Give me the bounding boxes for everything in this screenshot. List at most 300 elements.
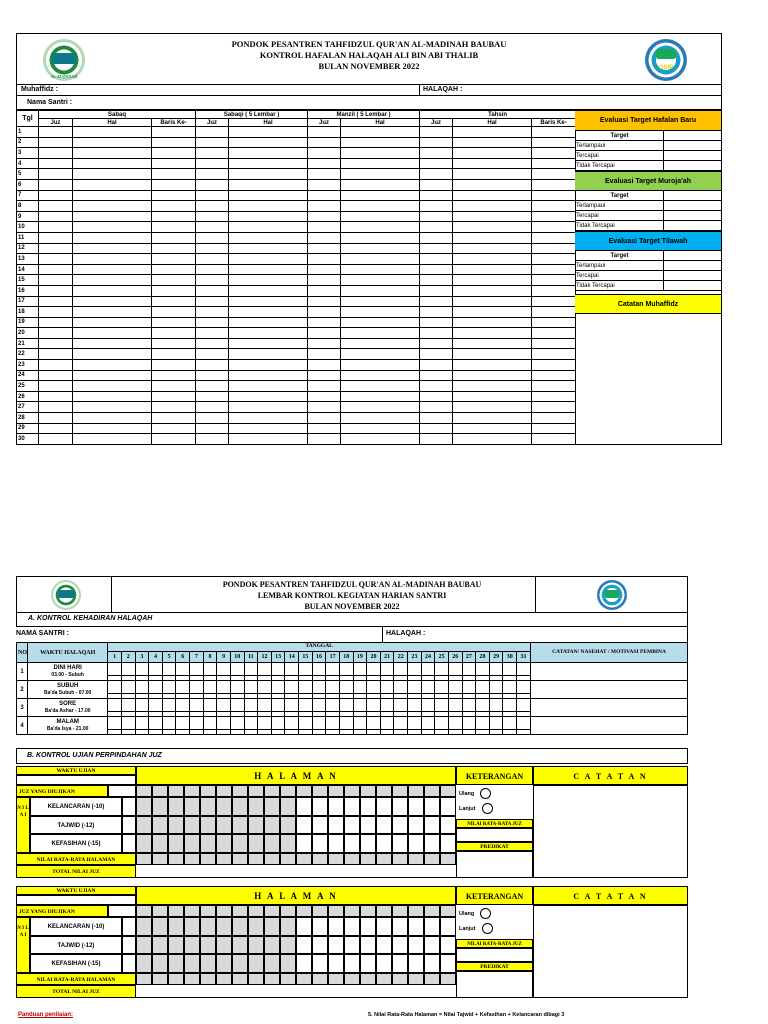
entry-cell[interactable]: [152, 423, 196, 434]
halaman-cell[interactable]: [344, 973, 360, 985]
entry-cell[interactable]: [453, 338, 532, 349]
halaman-cell[interactable]: [168, 954, 184, 973]
halaman-cell[interactable]: [152, 973, 168, 985]
halaman-cell[interactable]: [376, 797, 392, 816]
predikat-input[interactable]: [456, 851, 533, 878]
entry-cell[interactable]: [73, 307, 152, 318]
halaman-cell[interactable]: [328, 973, 344, 985]
entry-cell[interactable]: [341, 317, 420, 328]
entry-cell[interactable]: [196, 190, 229, 201]
entry-cell[interactable]: [196, 296, 229, 307]
halaman-cell[interactable]: [168, 917, 184, 936]
entry-cell[interactable]: [532, 338, 576, 349]
halaman-cell[interactable]: [312, 954, 328, 973]
entry-cell[interactable]: [341, 349, 420, 360]
attendance-cell[interactable]: [135, 681, 149, 699]
entry-cell[interactable]: [152, 413, 196, 424]
halaman-cell[interactable]: [136, 954, 152, 973]
halaman-cell[interactable]: [440, 816, 456, 835]
attendance-cell[interactable]: [476, 699, 490, 717]
entry-cell[interactable]: [420, 307, 453, 318]
entry-cell[interactable]: [39, 317, 73, 328]
halaman-cell[interactable]: [392, 973, 408, 985]
eval-value-cell[interactable]: [664, 161, 721, 170]
halaman-cell[interactable]: [280, 905, 296, 917]
entry-cell[interactable]: [73, 137, 152, 148]
halaman-cell[interactable]: [216, 816, 232, 835]
entry-cell[interactable]: [453, 328, 532, 339]
entry-cell[interactable]: [453, 264, 532, 275]
entry-cell[interactable]: [39, 264, 73, 275]
entry-cell[interactable]: [73, 148, 152, 159]
halaman-cell[interactable]: [184, 905, 200, 917]
score-input[interactable]: [122, 917, 136, 936]
halaman-cell[interactable]: [440, 834, 456, 853]
entry-cell[interactable]: [453, 296, 532, 307]
entry-cell[interactable]: [196, 179, 229, 190]
attendance-cell[interactable]: [517, 717, 531, 735]
entry-cell[interactable]: [229, 190, 308, 201]
eval-value-cell[interactable]: [664, 261, 721, 270]
halaman-cell[interactable]: [264, 936, 280, 955]
entry-cell[interactable]: [308, 190, 341, 201]
halaman-cell[interactable]: [264, 816, 280, 835]
entry-cell[interactable]: [73, 243, 152, 254]
attendance-cell[interactable]: [448, 681, 462, 699]
entry-cell[interactable]: [420, 127, 453, 138]
attendance-cell[interactable]: [299, 681, 313, 699]
attendance-cell[interactable]: [476, 717, 490, 735]
attendance-cell[interactable]: [312, 681, 326, 699]
attendance-cell[interactable]: [230, 681, 244, 699]
entry-cell[interactable]: [532, 169, 576, 180]
entry-cell[interactable]: [453, 222, 532, 233]
entry-cell[interactable]: [532, 381, 576, 392]
attendance-cell[interactable]: [353, 681, 367, 699]
entry-cell[interactable]: [196, 307, 229, 318]
attendance-cell[interactable]: [339, 717, 353, 735]
entry-cell[interactable]: [229, 391, 308, 402]
halaman-cell[interactable]: [328, 905, 344, 917]
halaman-cell[interactable]: [424, 816, 440, 835]
halaman-cell[interactable]: [136, 834, 152, 853]
halaman-cell[interactable]: [136, 917, 152, 936]
halaman-cell[interactable]: [328, 936, 344, 955]
entry-cell[interactable]: [152, 296, 196, 307]
entry-cell[interactable]: [308, 381, 341, 392]
entry-cell[interactable]: [39, 391, 73, 402]
entry-cell[interactable]: [196, 317, 229, 328]
entry-cell[interactable]: [308, 360, 341, 371]
halaman-cell[interactable]: [360, 954, 376, 973]
attendance-cell[interactable]: [176, 699, 190, 717]
entry-cell[interactable]: [229, 179, 308, 190]
entry-cell[interactable]: [532, 179, 576, 190]
entry-cell[interactable]: [196, 402, 229, 413]
attendance-cell[interactable]: [135, 699, 149, 717]
halaman-cell[interactable]: [152, 797, 168, 816]
halaman-cell[interactable]: [376, 816, 392, 835]
entry-cell[interactable]: [229, 370, 308, 381]
entry-cell[interactable]: [152, 285, 196, 296]
attendance-cell[interactable]: [367, 717, 381, 735]
attendance-cell[interactable]: [503, 699, 517, 717]
attendance-cell[interactable]: [121, 681, 135, 699]
pembina-note-cell[interactable]: [531, 663, 688, 681]
eval-value-cell[interactable]: [664, 141, 721, 150]
attendance-cell[interactable]: [149, 681, 163, 699]
attendance-cell[interactable]: [448, 717, 462, 735]
waktu-ujian-input[interactable]: [16, 895, 136, 905]
juz-diujikan-input[interactable]: [108, 905, 136, 917]
attendance-cell[interactable]: [448, 699, 462, 717]
entry-cell[interactable]: [420, 148, 453, 159]
entry-cell[interactable]: [152, 222, 196, 233]
halaman-cell[interactable]: [296, 853, 312, 865]
halaman-cell[interactable]: [136, 905, 152, 917]
entry-cell[interactable]: [420, 275, 453, 286]
halaman-cell[interactable]: [424, 936, 440, 955]
entry-cell[interactable]: [420, 232, 453, 243]
attendance-cell[interactable]: [421, 717, 435, 735]
halaman-cell[interactable]: [168, 905, 184, 917]
halaman-cell[interactable]: [392, 917, 408, 936]
entry-cell[interactable]: [73, 317, 152, 328]
attendance-cell[interactable]: [517, 699, 531, 717]
entry-cell[interactable]: [39, 254, 73, 265]
attendance-cell[interactable]: [299, 699, 313, 717]
entry-cell[interactable]: [152, 137, 196, 148]
entry-cell[interactable]: [453, 179, 532, 190]
halaman-cell[interactable]: [168, 973, 184, 985]
entry-cell[interactable]: [420, 349, 453, 360]
halaman-cell[interactable]: [200, 905, 216, 917]
attendance-cell[interactable]: [394, 681, 408, 699]
entry-cell[interactable]: [341, 391, 420, 402]
score-input[interactable]: [122, 834, 136, 853]
entry-cell[interactable]: [39, 232, 73, 243]
attendance-cell[interactable]: [285, 717, 299, 735]
halaman-cell[interactable]: [232, 973, 248, 985]
entry-cell[interactable]: [152, 158, 196, 169]
entry-cell[interactable]: [308, 169, 341, 180]
entry-cell[interactable]: [308, 243, 341, 254]
attendance-cell[interactable]: [367, 699, 381, 717]
entry-cell[interactable]: [39, 307, 73, 318]
entry-cell[interactable]: [453, 370, 532, 381]
entry-cell[interactable]: [196, 264, 229, 275]
eval-value-cell[interactable]: [664, 131, 721, 140]
halaman-cell[interactable]: [216, 973, 232, 985]
entry-cell[interactable]: [196, 423, 229, 434]
entry-cell[interactable]: [341, 232, 420, 243]
attendance-cell[interactable]: [326, 699, 340, 717]
entry-cell[interactable]: [229, 264, 308, 275]
halaman-cell[interactable]: [184, 797, 200, 816]
halaman-cell[interactable]: [232, 816, 248, 835]
attendance-cell[interactable]: [203, 699, 217, 717]
halaman-cell[interactable]: [264, 905, 280, 917]
eval-value-cell[interactable]: [664, 271, 721, 280]
attendance-cell[interactable]: [353, 717, 367, 735]
entry-cell[interactable]: [73, 370, 152, 381]
halaman-cell[interactable]: [392, 834, 408, 853]
attendance-cell[interactable]: [326, 663, 340, 681]
entry-cell[interactable]: [229, 434, 308, 445]
entry-cell[interactable]: [341, 296, 420, 307]
halaman-cell[interactable]: [424, 905, 440, 917]
halaman-cell[interactable]: [440, 797, 456, 816]
entry-cell[interactable]: [453, 413, 532, 424]
halaman-cell[interactable]: [424, 973, 440, 985]
entry-cell[interactable]: [453, 211, 532, 222]
entry-cell[interactable]: [229, 285, 308, 296]
entry-cell[interactable]: [73, 338, 152, 349]
entry-cell[interactable]: [341, 381, 420, 392]
entry-cell[interactable]: [73, 264, 152, 275]
halaman-cell[interactable]: [184, 954, 200, 973]
halaman-cell[interactable]: [280, 936, 296, 955]
attendance-cell[interactable]: [271, 681, 285, 699]
entry-cell[interactable]: [73, 402, 152, 413]
entry-cell[interactable]: [73, 285, 152, 296]
entry-cell[interactable]: [73, 275, 152, 286]
attendance-cell[interactable]: [217, 663, 231, 681]
entry-cell[interactable]: [532, 201, 576, 212]
entry-cell[interactable]: [39, 360, 73, 371]
entry-cell[interactable]: [308, 391, 341, 402]
entry-cell[interactable]: [308, 349, 341, 360]
halaman-cell[interactable]: [216, 954, 232, 973]
halaman-cell[interactable]: [184, 917, 200, 936]
entry-cell[interactable]: [308, 201, 341, 212]
halaman-cell[interactable]: [264, 954, 280, 973]
attendance-cell[interactable]: [190, 717, 204, 735]
entry-cell[interactable]: [341, 307, 420, 318]
attendance-cell[interactable]: [394, 663, 408, 681]
entry-cell[interactable]: [152, 179, 196, 190]
entry-cell[interactable]: [229, 307, 308, 318]
entry-cell[interactable]: [341, 264, 420, 275]
entry-cell[interactable]: [532, 137, 576, 148]
halaman-cell[interactable]: [200, 785, 216, 797]
halaman-cell[interactable]: [232, 797, 248, 816]
halaman-cell[interactable]: [232, 905, 248, 917]
halaman-cell[interactable]: [232, 785, 248, 797]
halaman-cell[interactable]: [152, 834, 168, 853]
entry-cell[interactable]: [152, 402, 196, 413]
halaman-cell[interactable]: [328, 785, 344, 797]
score-input[interactable]: [122, 954, 136, 973]
entry-cell[interactable]: [453, 232, 532, 243]
halaman-cell[interactable]: [440, 954, 456, 973]
halaman-cell[interactable]: [296, 917, 312, 936]
attendance-cell[interactable]: [162, 699, 176, 717]
ulang-option[interactable]: [459, 908, 491, 919]
entry-cell[interactable]: [308, 158, 341, 169]
halaman-cell[interactable]: [136, 853, 152, 865]
entry-cell[interactable]: [152, 201, 196, 212]
entry-cell[interactable]: [453, 169, 532, 180]
entry-cell[interactable]: [453, 349, 532, 360]
entry-cell[interactable]: [453, 137, 532, 148]
entry-cell[interactable]: [420, 190, 453, 201]
entry-cell[interactable]: [341, 201, 420, 212]
attendance-cell[interactable]: [244, 699, 258, 717]
entry-cell[interactable]: [532, 349, 576, 360]
attendance-cell[interactable]: [108, 717, 122, 735]
entry-cell[interactable]: [229, 349, 308, 360]
halaman-cell[interactable]: [136, 797, 152, 816]
entry-cell[interactable]: [308, 370, 341, 381]
entry-cell[interactable]: [229, 423, 308, 434]
entry-cell[interactable]: [196, 275, 229, 286]
entry-cell[interactable]: [196, 232, 229, 243]
halaman-cell[interactable]: [376, 917, 392, 936]
entry-cell[interactable]: [196, 222, 229, 233]
entry-cell[interactable]: [39, 413, 73, 424]
entry-cell[interactable]: [341, 285, 420, 296]
attendance-cell[interactable]: [312, 717, 326, 735]
halaman-cell[interactable]: [136, 936, 152, 955]
entry-cell[interactable]: [152, 360, 196, 371]
halaman-cell[interactable]: [408, 936, 424, 955]
halaman-cell[interactable]: [200, 816, 216, 835]
entry-cell[interactable]: [152, 190, 196, 201]
attendance-cell[interactable]: [380, 681, 394, 699]
entry-cell[interactable]: [532, 275, 576, 286]
attendance-cell[interactable]: [503, 681, 517, 699]
entry-cell[interactable]: [532, 370, 576, 381]
halaman-cell[interactable]: [392, 853, 408, 865]
halaman-cell[interactable]: [360, 917, 376, 936]
entry-cell[interactable]: [308, 317, 341, 328]
halaman-cell[interactable]: [360, 834, 376, 853]
halaman-cell[interactable]: [152, 917, 168, 936]
attendance-cell[interactable]: [162, 681, 176, 699]
halaman-cell[interactable]: [328, 954, 344, 973]
attendance-cell[interactable]: [244, 681, 258, 699]
entry-cell[interactable]: [152, 243, 196, 254]
halaman-cell[interactable]: [312, 816, 328, 835]
attendance-cell[interactable]: [190, 699, 204, 717]
halaman-cell[interactable]: [392, 816, 408, 835]
halaman-cell[interactable]: [440, 973, 456, 985]
entry-cell[interactable]: [39, 328, 73, 339]
entry-cell[interactable]: [73, 296, 152, 307]
entry-cell[interactable]: [453, 423, 532, 434]
entry-cell[interactable]: [196, 211, 229, 222]
entry-cell[interactable]: [229, 158, 308, 169]
halaman-cell[interactable]: [248, 816, 264, 835]
attendance-cell[interactable]: [190, 681, 204, 699]
entry-cell[interactable]: [532, 158, 576, 169]
entry-cell[interactable]: [196, 328, 229, 339]
entry-cell[interactable]: [152, 381, 196, 392]
entry-cell[interactable]: [229, 360, 308, 371]
halaman-cell[interactable]: [280, 954, 296, 973]
halaman-cell[interactable]: [392, 905, 408, 917]
halaman-cell[interactable]: [296, 905, 312, 917]
entry-cell[interactable]: [152, 254, 196, 265]
halaman-cell[interactable]: [360, 973, 376, 985]
halaman-cell[interactable]: [232, 834, 248, 853]
entry-cell[interactable]: [341, 127, 420, 138]
halaman-cell[interactable]: [312, 785, 328, 797]
attendance-cell[interactable]: [217, 681, 231, 699]
entry-cell[interactable]: [39, 402, 73, 413]
entry-cell[interactable]: [39, 179, 73, 190]
attendance-cell[interactable]: [476, 681, 490, 699]
entry-cell[interactable]: [152, 307, 196, 318]
score-input[interactable]: [122, 816, 136, 835]
lanjut-radio-icon[interactable]: [482, 923, 493, 934]
halaman-cell[interactable]: [328, 797, 344, 816]
halaman-cell[interactable]: [408, 905, 424, 917]
entry-cell[interactable]: [196, 413, 229, 424]
attendance-cell[interactable]: [380, 699, 394, 717]
halaman-cell[interactable]: [376, 954, 392, 973]
attendance-cell[interactable]: [230, 663, 244, 681]
attendance-cell[interactable]: [394, 717, 408, 735]
halaman-cell[interactable]: [392, 954, 408, 973]
attendance-cell[interactable]: [339, 681, 353, 699]
attendance-cell[interactable]: [230, 699, 244, 717]
entry-cell[interactable]: [73, 360, 152, 371]
entry-cell[interactable]: [196, 148, 229, 159]
entry-cell[interactable]: [420, 158, 453, 169]
halaman-cell[interactable]: [440, 917, 456, 936]
halaman-cell[interactable]: [296, 834, 312, 853]
halaman-cell[interactable]: [216, 785, 232, 797]
entry-cell[interactable]: [453, 307, 532, 318]
entry-cell[interactable]: [229, 232, 308, 243]
entry-cell[interactable]: [152, 211, 196, 222]
attendance-cell[interactable]: [217, 699, 231, 717]
halaman-cell[interactable]: [296, 816, 312, 835]
halaman-cell[interactable]: [328, 917, 344, 936]
entry-cell[interactable]: [196, 243, 229, 254]
entry-cell[interactable]: [532, 127, 576, 138]
entry-cell[interactable]: [308, 232, 341, 243]
halaman-cell[interactable]: [168, 936, 184, 955]
entry-cell[interactable]: [308, 434, 341, 445]
entry-cell[interactable]: [420, 254, 453, 265]
pembina-note-cell[interactable]: [531, 699, 688, 717]
entry-cell[interactable]: [341, 254, 420, 265]
entry-cell[interactable]: [152, 338, 196, 349]
halaman-cell[interactable]: [408, 834, 424, 853]
halaman-cell[interactable]: [312, 936, 328, 955]
entry-cell[interactable]: [196, 169, 229, 180]
halaman-cell[interactable]: [200, 853, 216, 865]
attendance-cell[interactable]: [326, 717, 340, 735]
halaman-cell[interactable]: [248, 954, 264, 973]
halaman-cell[interactable]: [296, 954, 312, 973]
entry-cell[interactable]: [73, 201, 152, 212]
entry-cell[interactable]: [341, 179, 420, 190]
entry-cell[interactable]: [229, 127, 308, 138]
attendance-cell[interactable]: [176, 681, 190, 699]
halaman-cell[interactable]: [376, 834, 392, 853]
entry-cell[interactable]: [308, 275, 341, 286]
attendance-cell[interactable]: [203, 663, 217, 681]
halaman-cell[interactable]: [360, 853, 376, 865]
halaman-cell[interactable]: [376, 785, 392, 797]
attendance-cell[interactable]: [408, 681, 422, 699]
entry-cell[interactable]: [73, 349, 152, 360]
halaman-cell[interactable]: [424, 797, 440, 816]
